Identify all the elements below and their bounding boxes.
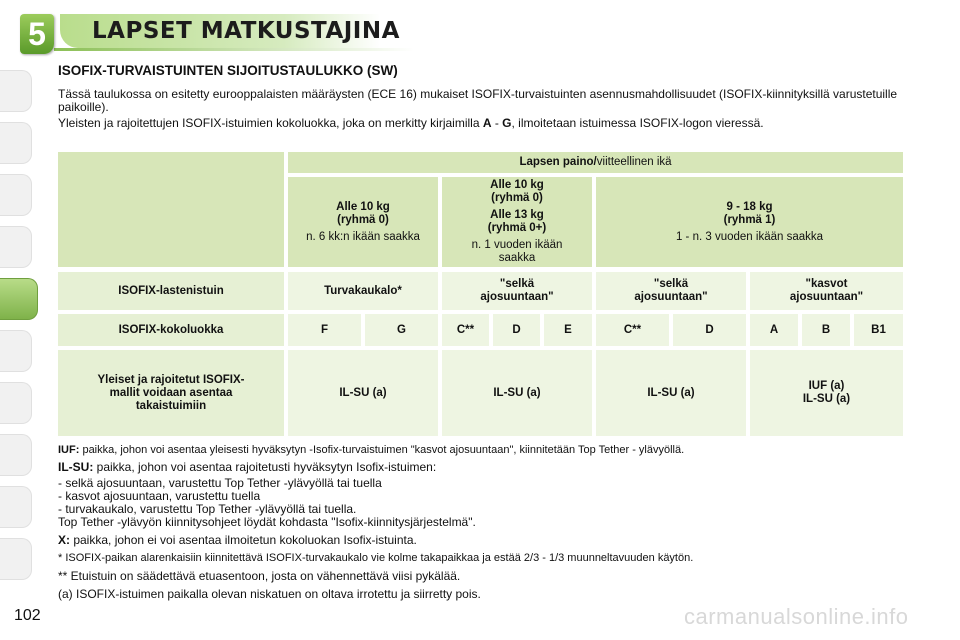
note-star-2: ** Etuistuin on säädettävä etuasentoon, josta on vähennettävä viisi pykälää. [58,569,461,583]
note-text: paikka, johon voi asentaa yleisesti hyväksytyn -Isofix-turvaistuimen "kasvot ajosuuntaan", kiinnitetään Top Tether - ylävyöllä. [79,444,685,456]
note-ilsu [58,461,918,474]
table-cell: C** [596,314,669,346]
size-letter-a: A [482,116,492,130]
table-cell: IL-SU (a) [596,350,746,436]
table-cell: A [750,314,798,346]
header-divider [54,48,414,51]
note-text: paikka, johon ei voi asentaa ilmoitetun kokoluokan Isofix-istuinta. [70,533,417,547]
group-title: Alle 10 kg [490,179,544,191]
table-cell: IL-SU (a) [442,350,592,436]
table-corner-cell [58,152,284,267]
group-age: n. 1 vuoden ikään saakka [471,239,563,264]
group-title: Alle 10 kg [336,200,390,213]
side-tab[interactable] [0,434,32,476]
side-tab[interactable] [0,226,32,268]
chapter-side-tabs [0,70,40,590]
note-top-tether: Top Tether -ylävyön kiinnitysohjeet löydät kohdasta "Isofix-kiinnitysjärjestelmä". [58,515,476,529]
intro-text: Yleisten ja rajoitettujen ISOFIX-istuimien kokoluokka, joka on merkitty kirjaimilla [58,116,483,130]
cell-line: IL-SU (a) [802,393,851,405]
table-cell [750,350,903,436]
note-label: IL-SU: [58,460,94,474]
row-label-seat-type: ISOFIX-lastenistuin [58,272,284,310]
note-a: (a) ISOFIX-istuimen paikalla olevan niskatuen on oltava irrotettu ja siirretty pois. [58,587,481,601]
table-cell: Turvakaukalo* [288,272,438,310]
intro-paragraph: Tässä taulukossa on esitetty eurooppalaisten määräysten (ECE 16) mukaiset ISOFIX-turvaistuinten asennusmahdollisuudet (ISOFIX-kiinnityksillä varustetuille paikoille). [58,87,898,114]
intro-text: - [491,116,503,130]
section-title: ISOFIX-TURVAISTUINTEN SIJOITUSTAULUKKO (SW) [58,63,398,78]
size-letter-g: G [502,116,512,130]
intro-text: , ilmoitetaan istuimessa ISOFIX-logon vieressä. [511,116,764,130]
row-label-rear-seats: Yleiset ja rajoitetut ISOFIX-mallit voidaan asentaa takaistuimiin [58,350,284,436]
side-tab[interactable] [0,70,32,112]
note-iuf [58,444,918,457]
note-list-item: - kasvot ajosuuntaan, varustettu tuella [58,489,261,503]
side-tab[interactable] [0,382,32,424]
group-title: 9 - 18 kg [726,200,773,213]
intro-paragraph-sizes [58,117,906,130]
note-list-item: - selkä ajosuuntaan, varustettu Top Tether -ylävyöllä tai tuella [58,476,382,490]
cell-line: IUF (a) [808,380,845,392]
table-cell: "kasvot ajosuuntaan" [750,272,903,310]
table-cell: G [365,314,438,346]
group-subtitle: (ryhmä 0) [337,213,389,226]
page-number: 102 [14,607,41,624]
side-tab[interactable] [0,174,32,216]
chapter-title: LAPSET MATKUSTAJINA [92,18,400,44]
table-cell: "selkä ajosuuntaan" [596,272,746,310]
table-cell: F [288,314,361,346]
group-subtitle: (ryhmä 1) [723,213,776,226]
table-cell: B [802,314,850,346]
table-cell: E [544,314,592,346]
side-tab[interactable] [0,122,32,164]
group-1-header [596,177,903,267]
group-title: Alle 13 kg [490,209,544,221]
note-x [58,534,918,547]
weight-header [288,152,903,173]
table-cell: C** [442,314,489,346]
watermark: carmanualsonline.info [684,604,909,629]
table-cell: "selkä ajosuuntaan" [442,272,592,310]
weight-header-rest: viitteellinen ikä [596,156,672,168]
table-cell: B1 [854,314,903,346]
side-tab[interactable] [0,330,32,372]
chapter-number-badge: 5 [20,14,54,54]
table-cell: D [673,314,746,346]
table-cell: IL-SU (a) [288,350,438,436]
side-tab[interactable] [0,538,32,580]
note-label: X: [58,533,70,547]
side-tab-active[interactable] [0,278,38,320]
weight-header-bold: Lapsen paino/ [519,156,597,168]
group-age: n. 6 kk:n ikään saakka [306,230,420,243]
note-list-item: - turvakaukalo, varustettu Top Tether -ylävyöllä tai tuella. [58,502,357,516]
group-age: 1 - n. 3 vuoden ikään saakka [675,230,824,243]
note-label: IUF: [58,444,80,456]
group-subtitle: (ryhmä 0) [491,192,543,204]
note-text: paikka, johon voi asentaa rajoitetusti hyväksytyn Isofix-istuimen: [93,460,437,474]
group-0plus-header [442,177,592,267]
group-subtitle: (ryhmä 0+) [487,222,547,234]
note-star-1: * ISOFIX-paikan alarenkaisiin kiinnitettävä ISOFIX-turvakaukalo vie kolme takapaikkaa ja estää 2/3 - 1/3 muunneltavuuden käytön. [58,552,694,564]
chapter-header [0,0,960,62]
group-0-header [288,177,438,267]
table-cell: D [493,314,540,346]
side-tab[interactable] [0,486,32,528]
row-label-size-class: ISOFIX-kokoluokka [58,314,284,346]
